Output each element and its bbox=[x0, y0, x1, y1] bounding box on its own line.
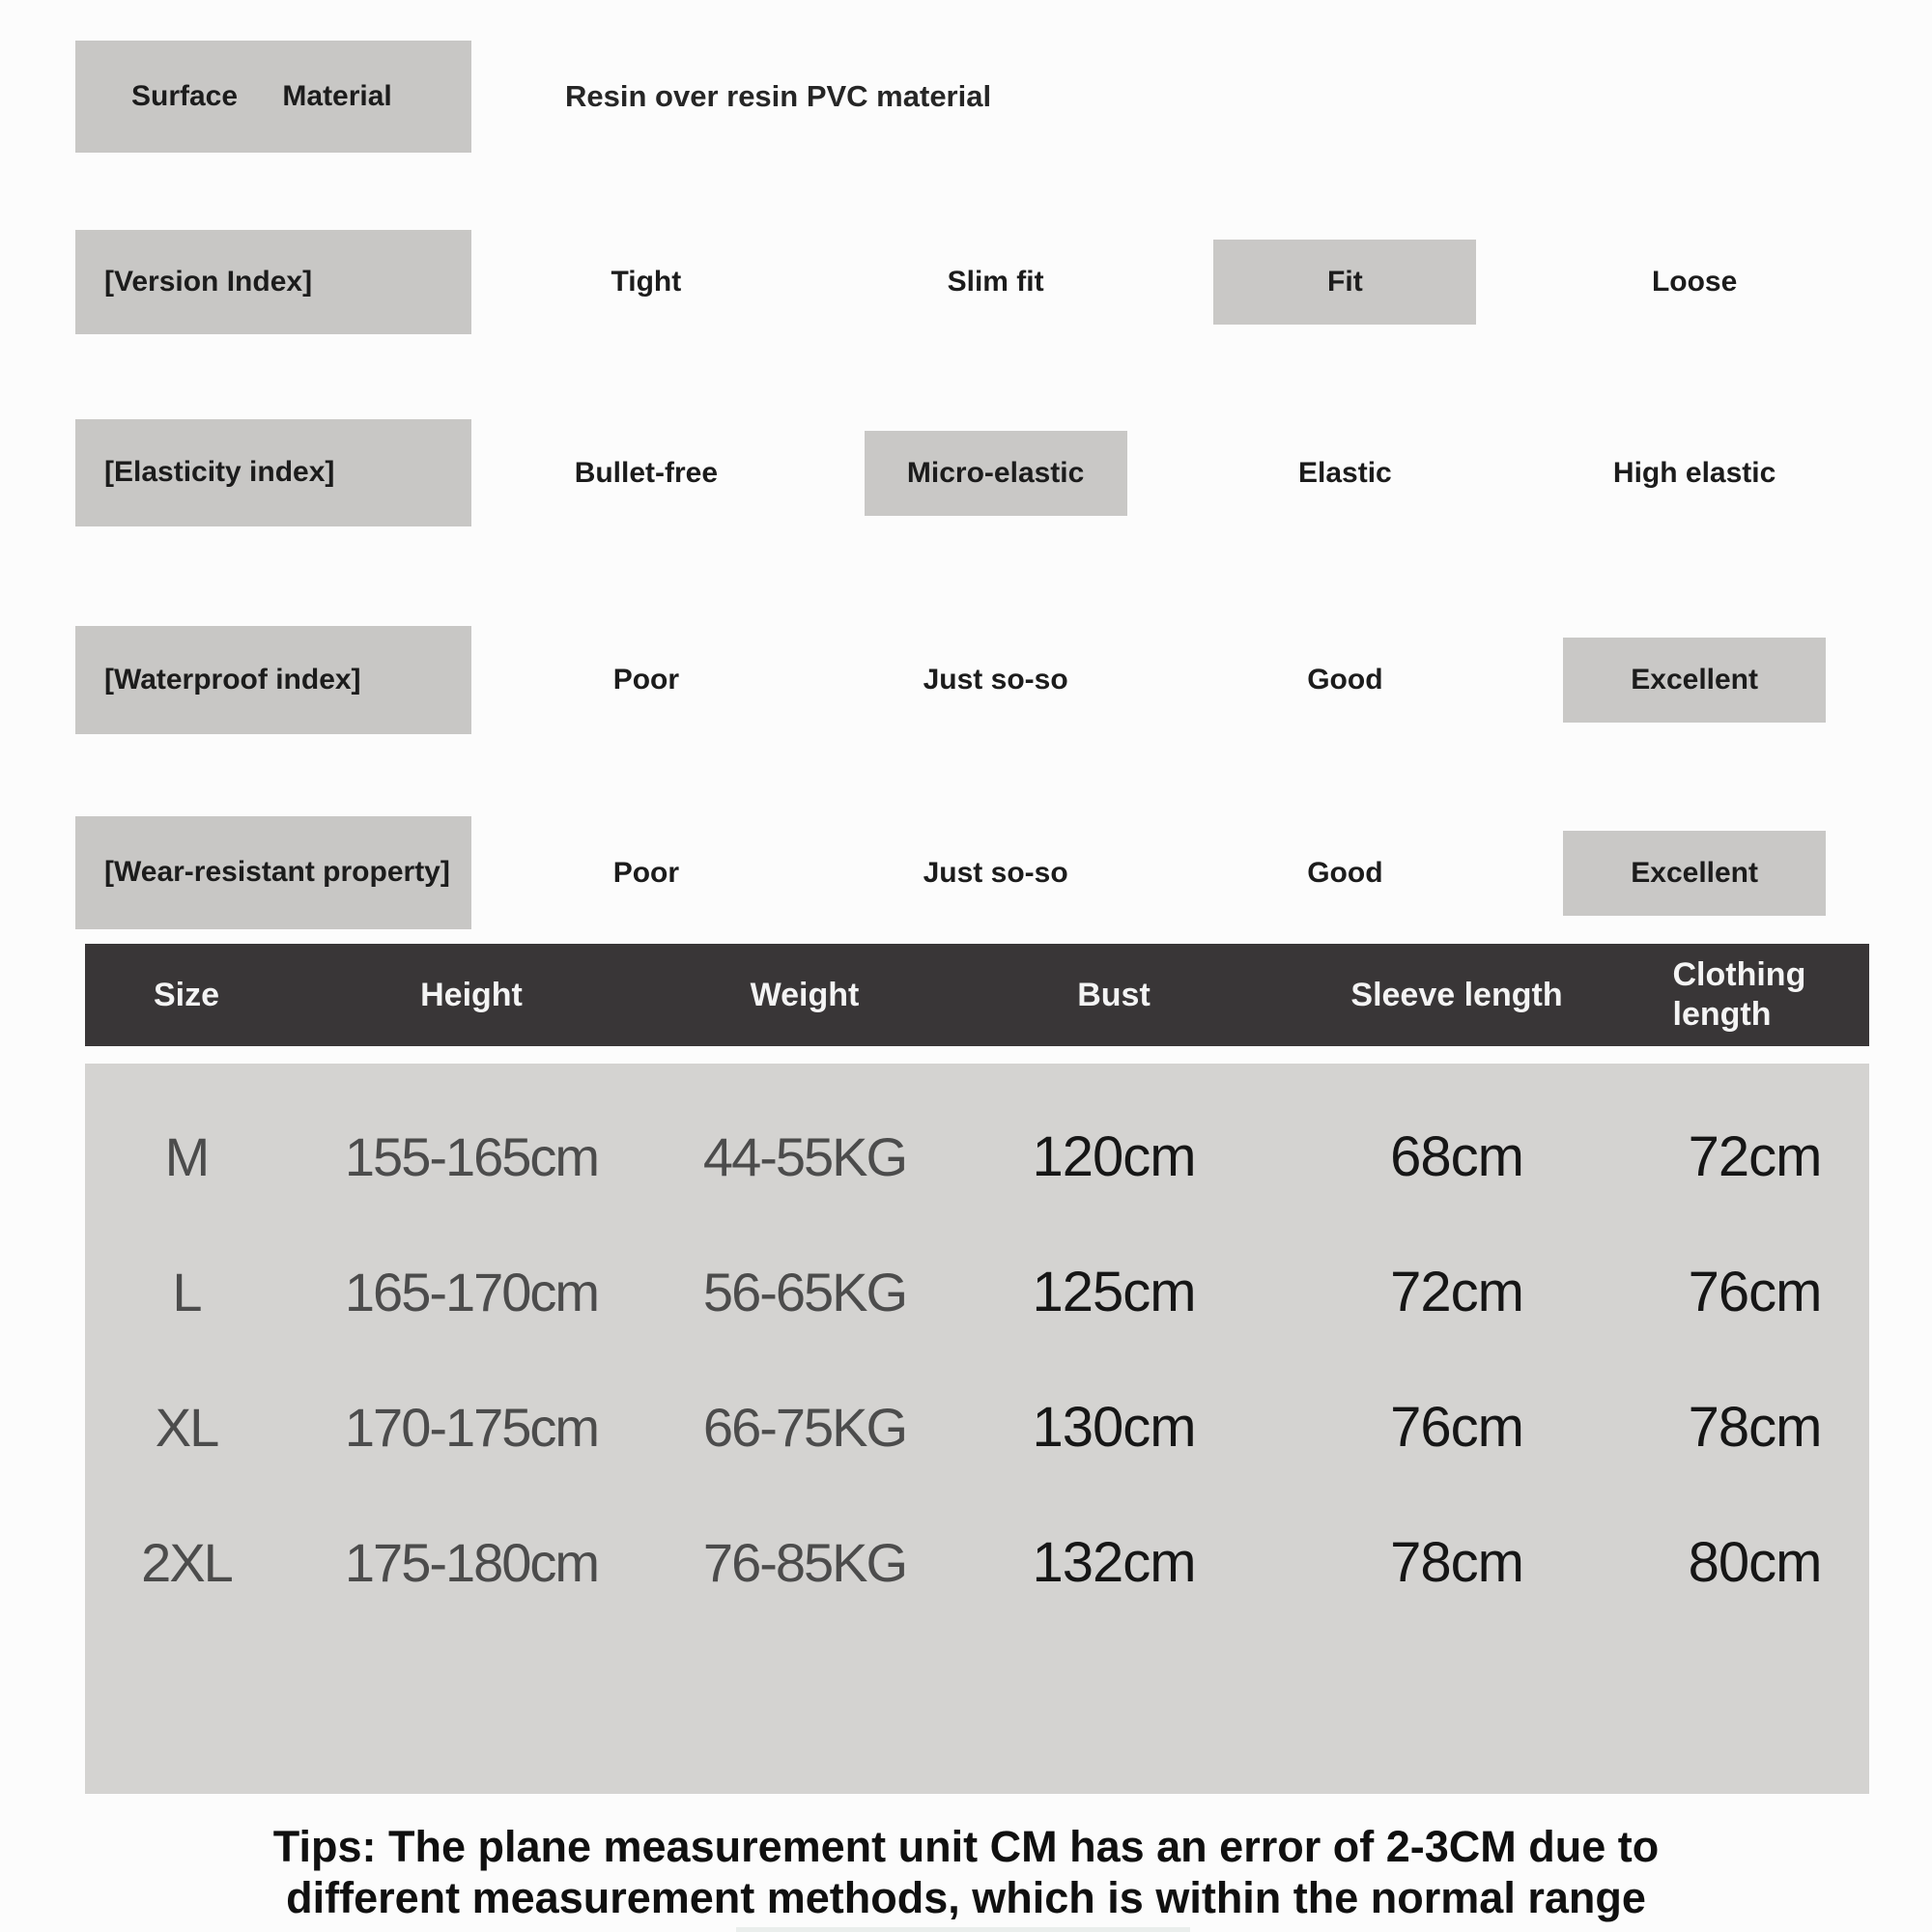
cell-bust: 130cm bbox=[1032, 1395, 1196, 1459]
option-wear-poor: Poor bbox=[612, 856, 680, 889]
option-slim-fit: Slim fit bbox=[947, 266, 1044, 298]
tips-line-1: Tips: The plane measurement unit CM has an error of 2-3CM due to bbox=[272, 1822, 1660, 1871]
option-wear-good: Good bbox=[1307, 856, 1383, 889]
cell-bust: 132cm bbox=[1032, 1530, 1196, 1594]
measurement-tips bbox=[97, 1822, 1835, 1923]
table-row-xl bbox=[85, 1359, 1869, 1494]
size-table-header bbox=[85, 944, 1869, 1046]
attribute-row-wear-resistant bbox=[75, 816, 1869, 929]
header-size: Size bbox=[153, 976, 220, 1013]
cell-clothing: 78cm bbox=[1688, 1395, 1822, 1459]
header-height: Height bbox=[420, 976, 523, 1013]
option-fit: Fit bbox=[1171, 230, 1520, 334]
tips-line-2: different measurement methods, which is within the normal range bbox=[286, 1872, 1646, 1922]
attribute-row-waterproof-index bbox=[75, 626, 1869, 734]
cell-weight: 76-85KG bbox=[702, 1531, 907, 1593]
table-row-m bbox=[85, 1089, 1869, 1224]
option-waterproof-good: Good bbox=[1307, 664, 1383, 696]
option-bullet-free: Bullet-free bbox=[574, 456, 719, 489]
cell-weight: 44-55KG bbox=[702, 1125, 907, 1187]
wear-resistant-options bbox=[471, 816, 1869, 929]
waterproof-index-label: [Waterproof index] bbox=[75, 626, 471, 734]
attribute-row-surface-material bbox=[75, 41, 1869, 153]
size-table-body bbox=[85, 1064, 1869, 1794]
cell-height: 165-170cm bbox=[344, 1261, 599, 1322]
cell-sleeve: 72cm bbox=[1390, 1260, 1523, 1323]
surface-material-value: Resin over resin PVC material bbox=[565, 79, 992, 113]
cell-size: 2XL bbox=[141, 1531, 232, 1593]
option-micro-elastic: Micro-elastic bbox=[821, 419, 1171, 526]
attribute-row-elasticity-index bbox=[75, 419, 1869, 526]
option-loose: Loose bbox=[1651, 266, 1738, 298]
cell-height: 170-175cm bbox=[344, 1396, 599, 1458]
version-index-options bbox=[471, 230, 1869, 334]
option-high-elastic: High elastic bbox=[1612, 456, 1776, 489]
cell-clothing: 76cm bbox=[1688, 1260, 1822, 1323]
option-wear-just-so-so: Just so-so bbox=[923, 856, 1068, 889]
header-sleeve-length: Sleeve length bbox=[1350, 976, 1563, 1013]
cell-size: XL bbox=[155, 1396, 218, 1458]
header-bust: Bust bbox=[1077, 976, 1151, 1013]
option-elastic: Elastic bbox=[1298, 456, 1392, 489]
option-tight: Tight bbox=[611, 266, 682, 298]
cell-weight: 56-65KG bbox=[702, 1261, 907, 1322]
cell-sleeve: 76cm bbox=[1390, 1395, 1523, 1459]
cell-bust: 120cm bbox=[1032, 1124, 1196, 1188]
cell-height: 155-165cm bbox=[344, 1125, 599, 1187]
header-clothing-length: Clothing length bbox=[1672, 956, 1806, 1033]
option-waterproof-poor: Poor bbox=[612, 664, 680, 696]
cell-bust: 125cm bbox=[1032, 1260, 1196, 1323]
table-row-2xl bbox=[85, 1494, 1869, 1630]
cell-clothing: 80cm bbox=[1688, 1530, 1822, 1594]
cell-weight: 66-75KG bbox=[702, 1396, 907, 1458]
header-weight: Weight bbox=[750, 976, 860, 1013]
elasticity-index-label: [Elasticity index] bbox=[75, 419, 471, 526]
option-waterproof-just-so-so: Just so-so bbox=[923, 664, 1068, 696]
partial-next-section-edge bbox=[736, 1927, 1190, 1932]
wear-resistant-label: [Wear-resistant property] bbox=[75, 816, 471, 929]
cell-size: L bbox=[172, 1261, 201, 1322]
table-row-l bbox=[85, 1224, 1869, 1359]
cell-size: M bbox=[164, 1125, 209, 1187]
elasticity-index-options bbox=[471, 419, 1869, 526]
option-waterproof-excellent: Excellent bbox=[1520, 626, 1869, 734]
attribute-row-version-index bbox=[75, 230, 1869, 334]
cell-clothing: 72cm bbox=[1688, 1124, 1822, 1188]
version-index-label: [Version Index] bbox=[75, 230, 471, 334]
cell-sleeve: 68cm bbox=[1390, 1124, 1523, 1188]
cell-sleeve: 78cm bbox=[1390, 1530, 1523, 1594]
surface-material-label: Surface Material bbox=[75, 41, 471, 153]
option-wear-excellent: Excellent bbox=[1520, 816, 1869, 929]
waterproof-index-options bbox=[471, 626, 1869, 734]
cell-height: 175-180cm bbox=[344, 1531, 599, 1593]
